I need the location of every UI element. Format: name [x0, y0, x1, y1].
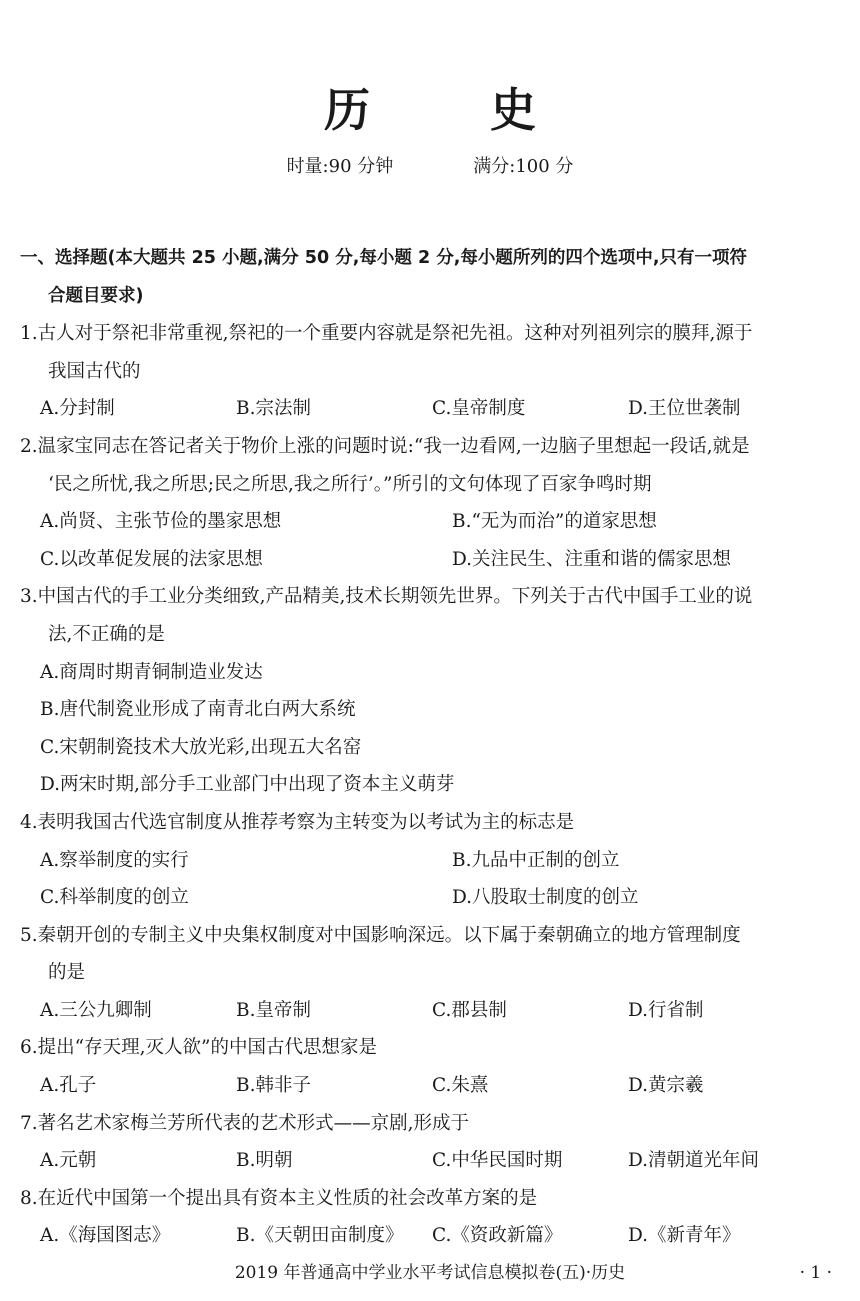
- option-a: A.察举制度的实行: [40, 849, 189, 871]
- option-a: A.《海国图志》: [40, 1225, 171, 1247]
- question-3: [20, 578, 842, 804]
- question-stem-cont: 的是: [48, 962, 86, 984]
- page-footer: [0, 1258, 860, 1288]
- exam-duration: 时量:90 分钟: [286, 156, 394, 177]
- option-a: A.分封制: [40, 398, 115, 420]
- option-a: A.元朝: [40, 1150, 97, 1172]
- footer-title: 2019 年普通高中学业水平考试信息模拟卷(五)·历史: [234, 1263, 626, 1283]
- option-d: D.关注民生、注重和谐的儒家思想: [452, 548, 732, 570]
- option-c: C.科举制度的创立: [40, 887, 189, 909]
- option-a: A.商周时期青铜制造业发达: [40, 661, 263, 683]
- option-d: D.《新青年》: [628, 1225, 741, 1247]
- option-row: [20, 1142, 842, 1180]
- question-stem: 8.在近代中国第一个提出具有资本主义性质的社会改革方案的是: [20, 1187, 538, 1209]
- question-1: [20, 315, 842, 428]
- option-b: B.“无为而治”的道家思想: [452, 511, 657, 533]
- question-5: [20, 917, 842, 1030]
- question-stem: 4.表明我国古代选官制度从推荐考察为主转变为以考试为主的标志是: [20, 811, 575, 833]
- question-6: [20, 1029, 842, 1104]
- question-stem: 1.古人对于祭祀非常重视,祭祀的一个重要内容就是祭祀先祖。这种对列祖列宗的膜拜,源于: [20, 323, 753, 345]
- question-8: [20, 1180, 842, 1255]
- option-b: B.韩非子: [236, 1075, 311, 1097]
- option-row: [20, 879, 842, 917]
- option-b: B.《天朝田亩制度》: [236, 1225, 404, 1247]
- option-b: B.唐代制瓷业形成了南青北白两大系统: [40, 699, 356, 721]
- option-d: D.王位世袭制: [628, 398, 741, 420]
- option-d: D.行省制: [628, 999, 704, 1021]
- exam-meta: [0, 152, 860, 182]
- question-stem: 3.中国古代的手工业分类细致,产品精美,技术长期领先世界。下列关于古代中国手工业的说: [20, 586, 753, 608]
- option-c: C.皇帝制度: [432, 398, 526, 420]
- option-a: A.孔子: [40, 1075, 97, 1097]
- question-stem: 7.著名艺术家梅兰芳所代表的艺术形式——京剧,形成于: [20, 1112, 470, 1134]
- question-stem: 5.秦朝开创的专制主义中央集权制度对中国影响深远。以下属于秦朝确立的地方管理制度: [20, 924, 741, 946]
- question-stem: 2.温家宝同志在答记者关于物价上涨的问题时说:“我一边看网,一边脑子里想起一段话,就是: [20, 435, 750, 457]
- question-stem-cont: ‘民之所忧,我之所思;民之所思,我之所行’。”所引的文句体现了百家争鸣时期: [48, 473, 652, 495]
- option-a: A.三公九卿制: [40, 999, 152, 1021]
- option-a: A.尚贤、主张节俭的墨家思想: [40, 511, 282, 533]
- option-c: C.中华民国时期: [432, 1150, 563, 1172]
- option-b: B.明朝: [236, 1150, 293, 1172]
- option-row: [20, 842, 842, 880]
- page-title: 历 史: [323, 83, 588, 137]
- option-d: D.两宋时期,部分手工业部门中出现了资本主义萌芽: [40, 774, 455, 796]
- question-7: [20, 1105, 842, 1180]
- option-d: D.黄宗羲: [628, 1075, 704, 1097]
- option-row: [20, 541, 842, 579]
- page-number: · 1 ·: [799, 1263, 832, 1283]
- exam-total-score: 满分:100 分: [473, 156, 574, 177]
- option-row: [20, 992, 842, 1030]
- option-d: D.清朝道光年间: [628, 1150, 760, 1172]
- question-2: [20, 428, 842, 578]
- option-b: B.宗法制: [236, 398, 311, 420]
- option-b: B.皇帝制: [236, 999, 311, 1021]
- question-stem-cont: 法,不正确的是: [48, 623, 165, 645]
- option-c: C.《资政新篇》: [432, 1225, 563, 1247]
- section-heading: 一、选择题(本大题共 25 小题,满分 50 分,每小题 2 分,每小题所列的四个选项中,只有一项符: [20, 248, 748, 268]
- option-b: B.九品中正制的创立: [452, 849, 620, 871]
- option-c: C.朱熹: [432, 1075, 489, 1097]
- option-c: C.以改革促发展的法家思想: [40, 548, 263, 570]
- option-row: [20, 1067, 842, 1105]
- question-4: [20, 804, 842, 917]
- question-stem-cont: 我国古代的: [48, 360, 141, 382]
- question-stem: 6.提出“存天理,灭人欲”的中国古代思想家是: [20, 1037, 377, 1059]
- option-c: C.郡县制: [432, 999, 507, 1021]
- option-row: [20, 1217, 842, 1255]
- option-c: C.宋朝制瓷技术大放光彩,出现五大名窑: [40, 736, 362, 758]
- option-d: D.八股取士制度的创立: [452, 887, 639, 909]
- exam-content: [20, 240, 842, 1255]
- option-row: [20, 390, 842, 428]
- option-row: [20, 503, 842, 541]
- section-heading-cont: 合题目要求): [48, 285, 144, 306]
